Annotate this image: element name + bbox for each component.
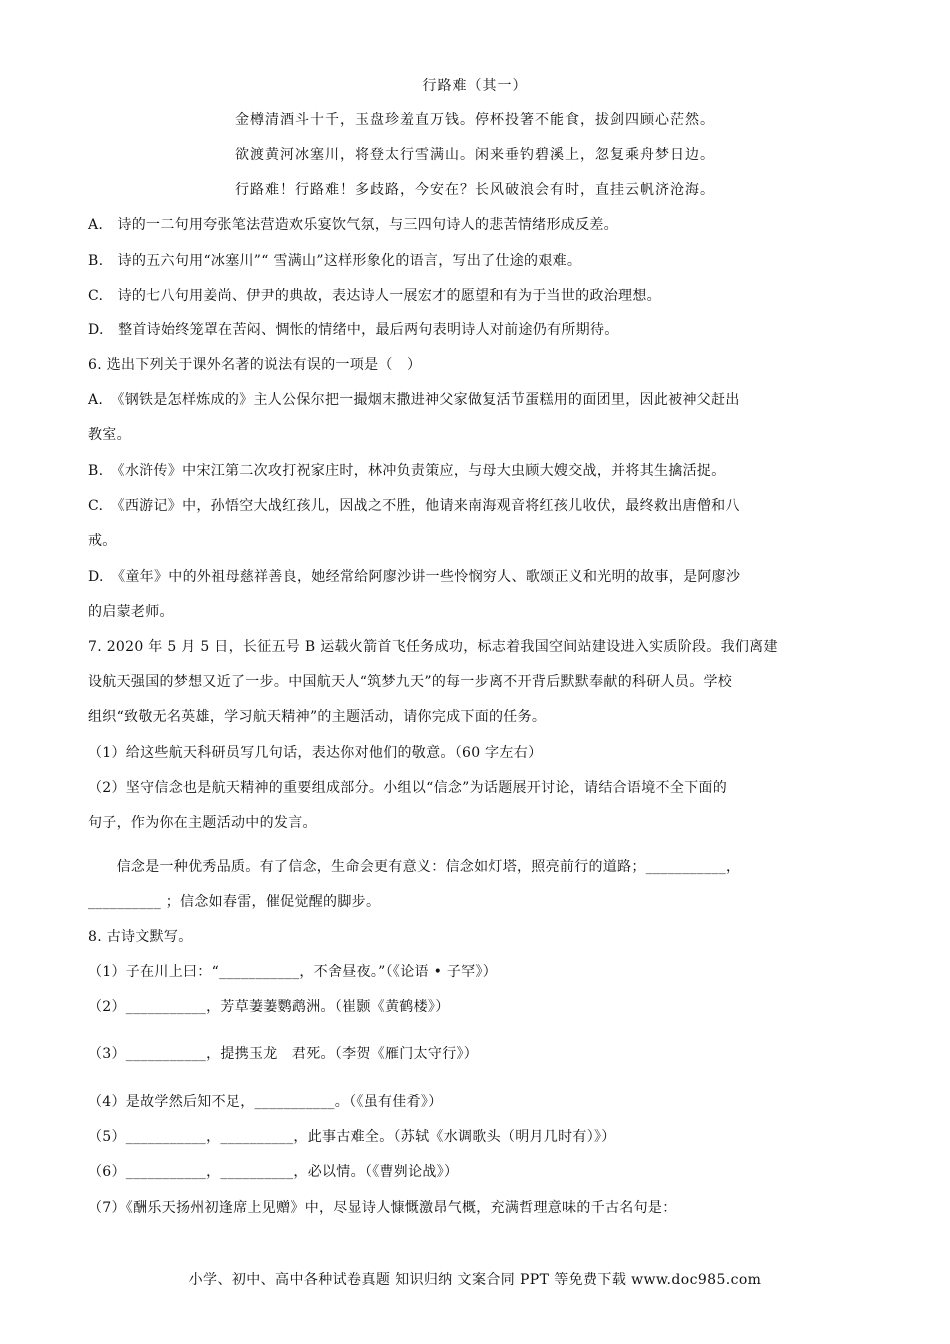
q7-paragraph-line-1: 信念是一种优秀品质。有了信念，生命会更有意义：信念如灯塔，照亮前行的道路；___________， — [88, 859, 741, 875]
q8-stem: 8. 古诗文默写。 — [88, 929, 193, 945]
poem-line-2: 欲渡黄河冰塞川，将登太行雪满山。闲来垂钓碧溪上，忽复乘舟梦日边。 — [235, 147, 715, 163]
page-footer: 小学、初中、高中各种试卷真题 知识归纳 文案合同 PPT 等免费下载 www.doc985.com — [188, 1272, 762, 1288]
q8-item-7: （7）《酬乐天扬州初逢席上见赠》中，尽显诗人慷慨激昂气概，充满哲理意味的千古名句是： — [88, 1200, 677, 1216]
q7-subquestion-2-line-2: 句子，作为你在主题活动中的发言。 — [88, 815, 317, 831]
q8-item-6: （6）___________，__________，必以情。（《曹刿论战》） — [88, 1164, 459, 1180]
q8-item-3: （3）___________，提携玉龙 君死。（李贺《雁门太守行》） — [88, 1046, 479, 1062]
q6-option-c-line-1: C. 《西游记》中，孙悟空大战红孩儿，因战之不胜，他请来南海观音将红孩儿收伏，最终救出唐僧和八 — [88, 498, 740, 514]
q8-item-1: （1）子在川上曰：“___________，不舍昼夜。”（《论语 • 子罕》） — [88, 964, 498, 980]
q7-paragraph-line-2: __________ ；信念如春雷，催促觉醒的脚步。 — [88, 894, 381, 910]
q5-option-a: A. 诗的一二句用夸张笔法营造欢乐宴饮气氛，与三四句诗人的悲苦情绪形成反差。 — [88, 217, 618, 233]
q5-option-c: C. 诗的七八句用姜尚、伊尹的典故，表达诗人一展宏才的愿望和有为于当世的政治理想。 — [88, 288, 661, 304]
q8-item-5: （5）___________，__________，此事古难全。（苏轼《水调歌头（明月几时有）》） — [88, 1129, 616, 1145]
q6-option-a-line-2: 教室。 — [88, 427, 131, 443]
poem-line-1: 金樽清酒斗十千，玉盘珍羞直万钱。停杯投箸不能食，拔剑四顾心茫然。 — [235, 112, 715, 128]
q8-item-4: （4）是故学然后知不足，___________。（《虽有佳肴》） — [88, 1094, 443, 1110]
q6-option-a-line-1: A. 《钢铁是怎样炼成的》主人公保尔把一撮烟末撒进神父家做复活节蛋糕用的面团里，因此被神父赶出 — [88, 392, 740, 408]
q7-stem-line-2: 设航天强国的梦想又近了一步。中国航天人“筑梦九天”的每一步离不开背后默默奉献的科研人员。学校 — [88, 674, 733, 690]
poem-line-3: 行路难！行路难！多歧路，今安在？长风破浪会有时，直挂云帆济沧海。 — [235, 182, 715, 198]
q7-subquestion-2-line-1: （2）坚守信念也是航天精神的重要组成部分。小组以“信念”为话题展开讨论，请结合语境不全下面的 — [88, 780, 728, 796]
q7-stem-line-3: 组织“致敬无名英雄，学习航天精神”的主题活动，请你完成下面的任务。 — [88, 709, 547, 725]
q8-item-2: （2）___________，芳草萋萋鹦鹉洲。（崔颢《黄鹤楼》） — [88, 999, 450, 1015]
q6-option-c-line-2: 戒。 — [88, 533, 117, 549]
poem-title: 行路难（其一） — [422, 78, 528, 94]
q6-stem: 6. 选出下列关于课外名著的说法有误的一项是（ ） — [88, 357, 422, 373]
q5-option-d: D. 整首诗始终笼罩在苦闷、惆怅的情绪中，最后两句表明诗人对前途仍有所期待。 — [88, 322, 619, 338]
q6-option-d-line-2: 的启蒙老师。 — [88, 604, 174, 620]
q6-option-d-line-1: D. 《童年》中的外祖母慈祥善良，她经常给阿廖沙讲一些怜悯穷人、歌颂正义和光明的故事，是阿廖沙 — [88, 569, 741, 585]
q6-option-b: B. 《水浒传》中宋江第二次攻打祝家庄时，林冲负责策应，与母大虫顾大嫂交战，并将其生擒活捉。 — [88, 463, 726, 479]
q7-stem-line-1: 7. 2020 年 5 月 5 日，长征五号 B 运载火箭首飞任务成功，标志着我国空间站建设进入实质阶段。我们离建 — [88, 639, 778, 655]
q5-option-b: B. 诗的五六句用“冰塞川”“ 雪满山”这样形象化的语言，写出了仕途的艰难。 — [88, 253, 582, 269]
q7-subquestion-1: （1）给这些航天科研员写几句话，表达你对他们的敬意。（60 字左右） — [88, 745, 543, 761]
